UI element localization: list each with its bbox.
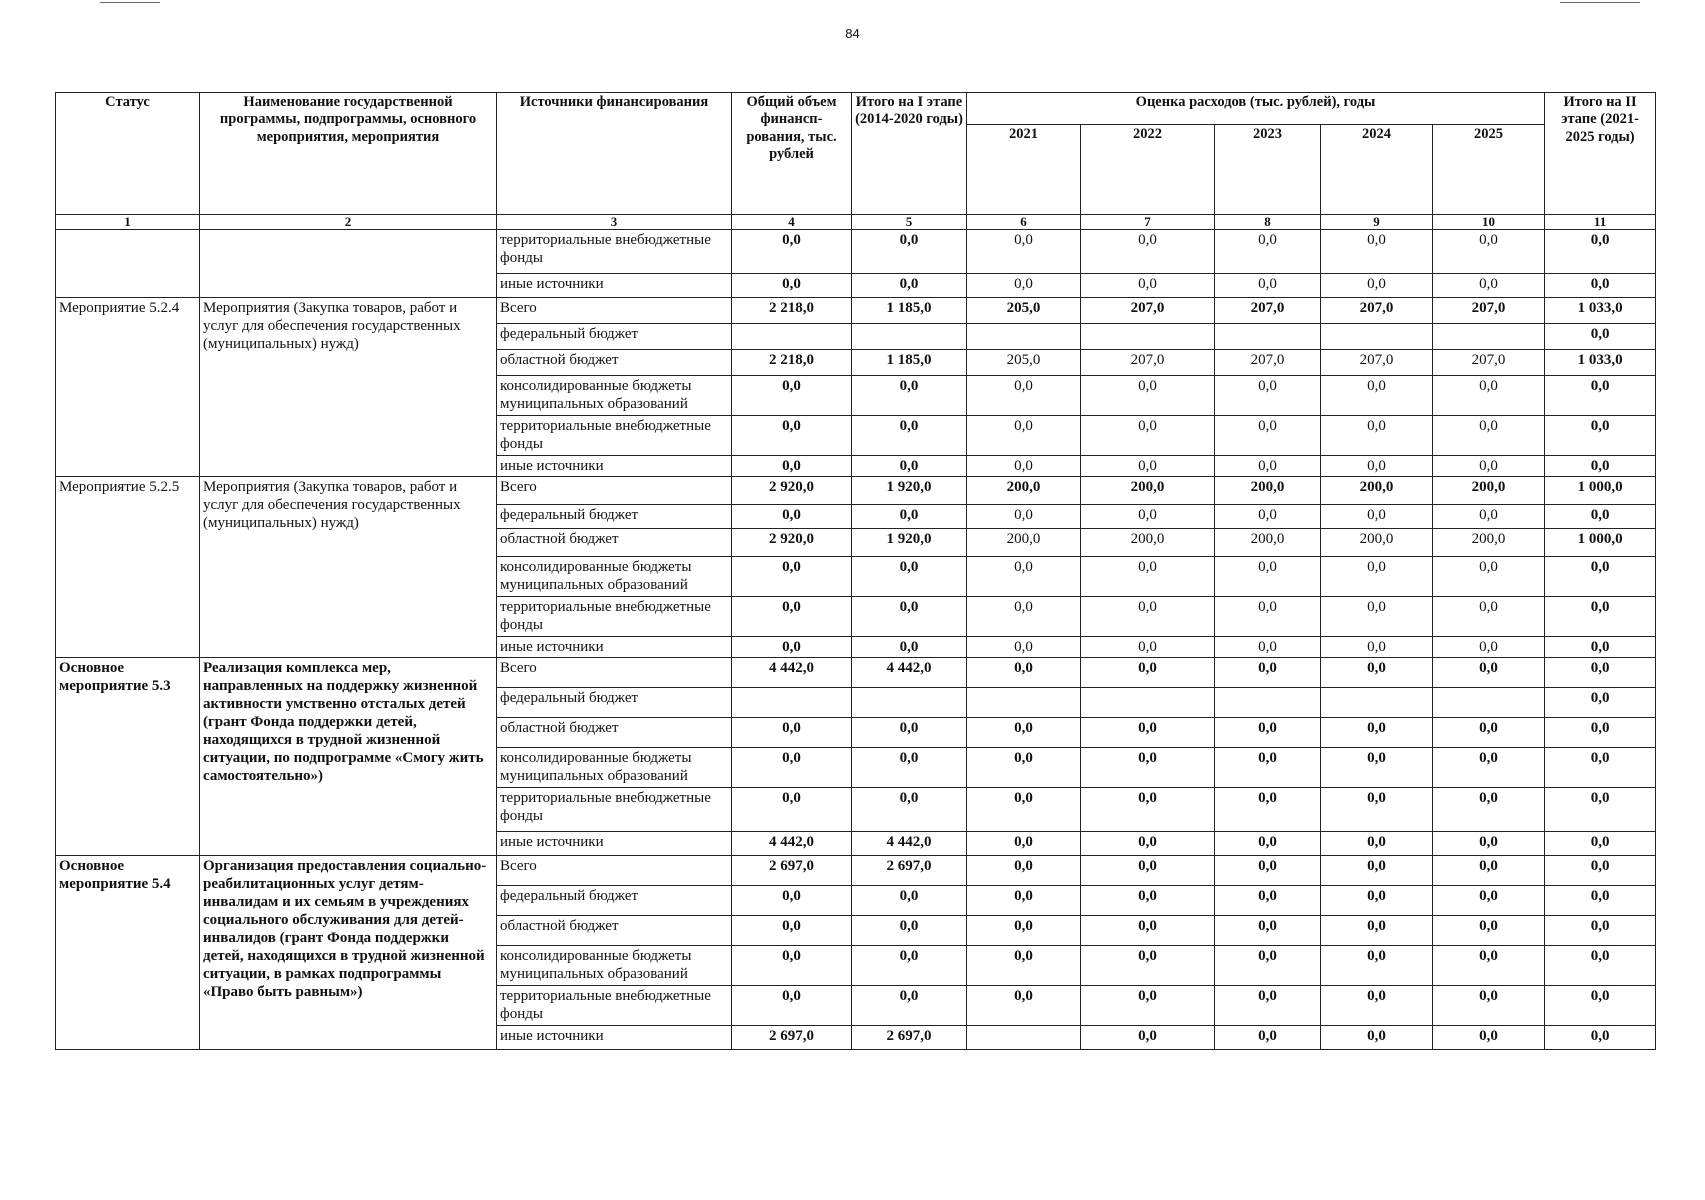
value-cell: 0,0 (852, 376, 967, 416)
value-cell: 0,0 (1081, 1026, 1215, 1050)
value-cell: 200,0 (967, 477, 1081, 505)
value-cell: 0,0 (732, 597, 852, 637)
value-cell: 0,0 (1321, 597, 1433, 637)
value-cell: 0,0 (967, 946, 1081, 986)
column-number: 7 (1081, 215, 1215, 230)
source-label-cell: областной бюджет (497, 718, 732, 748)
value-cell: 0,0 (1081, 788, 1215, 832)
header-year: 2025 (1433, 125, 1545, 215)
table-row (56, 298, 1656, 324)
value-cell (1215, 324, 1321, 350)
value-cell: 0,0 (1545, 505, 1656, 529)
program-name-cell: Мероприятия (Закупка товаров, работ и услуг для обеспечения государственных (муниципальных) нужд) (200, 298, 497, 477)
value-cell: 200,0 (1215, 529, 1321, 557)
value-cell: 0,0 (1545, 916, 1656, 946)
value-cell: 0,0 (967, 505, 1081, 529)
value-cell: 0,0 (1215, 986, 1321, 1026)
value-cell: 0,0 (1433, 1026, 1545, 1050)
value-cell: 200,0 (1081, 529, 1215, 557)
source-label-cell: территориальные внебюджетные фонды (497, 416, 732, 456)
value-cell (852, 324, 967, 350)
value-cell: 0,0 (1321, 230, 1433, 274)
value-cell: 0,0 (1081, 856, 1215, 886)
value-cell: 200,0 (1215, 477, 1321, 505)
value-cell: 0,0 (1321, 416, 1433, 456)
value-cell: 0,0 (967, 748, 1081, 788)
value-cell: 0,0 (1215, 274, 1321, 298)
value-cell: 1 920,0 (852, 529, 967, 557)
value-cell: 200,0 (1433, 477, 1545, 505)
value-cell: 0,0 (1215, 637, 1321, 658)
value-cell: 207,0 (1433, 298, 1545, 324)
value-cell: 0,0 (1545, 416, 1656, 456)
value-cell: 2 218,0 (732, 350, 852, 376)
value-cell: 207,0 (1215, 350, 1321, 376)
value-cell: 0,0 (852, 230, 967, 274)
value-cell: 0,0 (1545, 832, 1656, 856)
column-number: 1 (56, 215, 200, 230)
source-label-cell: федеральный бюджет (497, 324, 732, 350)
value-cell: 0,0 (1545, 324, 1656, 350)
value-cell: 0,0 (967, 274, 1081, 298)
column-number: 5 (852, 215, 967, 230)
column-number: 3 (497, 215, 732, 230)
value-cell: 0,0 (1321, 1026, 1433, 1050)
value-cell: 0,0 (1545, 788, 1656, 832)
header-stage1: Итого на I этапе (2014-2020 годы) (852, 93, 967, 215)
value-cell: 0,0 (852, 456, 967, 477)
value-cell: 0,0 (1433, 416, 1545, 456)
value-cell: 0,0 (1321, 376, 1433, 416)
value-cell: 0,0 (732, 718, 852, 748)
header-total: Общий объем финансп-рования, тыс. рублей (732, 93, 852, 215)
value-cell: 0,0 (1433, 856, 1545, 886)
value-cell: 0,0 (852, 274, 967, 298)
value-cell: 0,0 (1215, 658, 1321, 688)
value-cell: 0,0 (967, 658, 1081, 688)
value-cell: 0,0 (967, 718, 1081, 748)
value-cell: 0,0 (1215, 856, 1321, 886)
status-cell (56, 230, 200, 298)
value-cell: 0,0 (1081, 832, 1215, 856)
value-cell: 0,0 (1433, 505, 1545, 529)
value-cell: 0,0 (1433, 718, 1545, 748)
table-row (56, 230, 1656, 274)
value-cell: 0,0 (1215, 1026, 1321, 1050)
value-cell: 0,0 (732, 916, 852, 946)
status-cell: Основное мероприятие 5.4 (56, 856, 200, 1050)
scan-edge-mark-left (100, 2, 160, 3)
value-cell: 0,0 (967, 597, 1081, 637)
scan-edge-mark-right (1560, 2, 1640, 3)
source-label-cell: федеральный бюджет (497, 505, 732, 529)
value-cell: 1 033,0 (1545, 298, 1656, 324)
value-cell: 0,0 (732, 986, 852, 1026)
value-cell: 0,0 (1215, 597, 1321, 637)
value-cell: 207,0 (1215, 298, 1321, 324)
source-label-cell: Всего (497, 856, 732, 886)
value-cell: 0,0 (1321, 832, 1433, 856)
value-cell (1321, 688, 1433, 718)
value-cell: 200,0 (1321, 477, 1433, 505)
value-cell: 0,0 (852, 416, 967, 456)
source-label-cell: иные источники (497, 456, 732, 477)
value-cell: 200,0 (1321, 529, 1433, 557)
value-cell: 0,0 (967, 856, 1081, 886)
value-cell: 0,0 (1081, 637, 1215, 658)
status-cell: Основное мероприятие 5.3 (56, 658, 200, 856)
value-cell: 0,0 (1433, 886, 1545, 916)
value-cell: 207,0 (1321, 298, 1433, 324)
source-label-cell: иные источники (497, 1026, 732, 1050)
header-year: 2024 (1321, 125, 1433, 215)
value-cell: 4 442,0 (852, 832, 967, 856)
source-label-cell: консолидированные бюджеты муниципальных образований (497, 557, 732, 597)
value-cell: 0,0 (1215, 557, 1321, 597)
value-cell: 0,0 (732, 946, 852, 986)
value-cell: 0,0 (1081, 230, 1215, 274)
value-cell: 0,0 (1545, 986, 1656, 1026)
value-cell: 0,0 (1433, 230, 1545, 274)
value-cell: 0,0 (1433, 637, 1545, 658)
value-cell: 0,0 (852, 597, 967, 637)
value-cell: 4 442,0 (852, 658, 967, 688)
value-cell: 0,0 (732, 886, 852, 916)
value-cell: 0,0 (1545, 886, 1656, 916)
value-cell: 0,0 (1545, 946, 1656, 986)
value-cell (967, 688, 1081, 718)
program-name-cell (200, 230, 497, 298)
value-cell: 2 920,0 (732, 477, 852, 505)
value-cell: 0,0 (1433, 597, 1545, 637)
value-cell: 0,0 (1321, 718, 1433, 748)
value-cell: 200,0 (1081, 477, 1215, 505)
header-sources: Источники финансирования (497, 93, 732, 215)
value-cell: 0,0 (967, 916, 1081, 946)
value-cell: 0,0 (732, 505, 852, 529)
value-cell: 200,0 (967, 529, 1081, 557)
value-cell: 0,0 (1215, 230, 1321, 274)
source-label-cell: территориальные внебюджетные фонды (497, 986, 732, 1026)
page-number: 84 (845, 26, 860, 41)
value-cell: 1 000,0 (1545, 529, 1656, 557)
column-number: 10 (1433, 215, 1545, 230)
header-status: Статус (56, 93, 200, 215)
value-cell: 0,0 (1321, 916, 1433, 946)
value-cell: 0,0 (1081, 916, 1215, 946)
program-name-cell: Мероприятия (Закупка товаров, работ и услуг для обеспечения государственных (муниципальных) нужд) (200, 477, 497, 658)
program-name-cell: Реализация комплекса мер, направленных на поддержку жизненной активности умственно отсталых детей (грант Фонда поддержки детей, находящихся в трудной жизненной ситуации, по подпрограмме «Смогу жить самостоятельно») (200, 658, 497, 856)
value-cell: 0,0 (1081, 416, 1215, 456)
value-cell: 0,0 (1215, 748, 1321, 788)
column-number-row (56, 215, 1656, 230)
value-cell: 0,0 (1215, 788, 1321, 832)
value-cell: 0,0 (1321, 788, 1433, 832)
header-year: 2023 (1215, 125, 1321, 215)
source-label-cell: территориальные внебюджетные фонды (497, 788, 732, 832)
source-label-cell: консолидированные бюджеты муниципальных образований (497, 946, 732, 986)
value-cell: 0,0 (1215, 886, 1321, 916)
value-cell: 2 697,0 (852, 856, 967, 886)
value-cell: 2 920,0 (732, 529, 852, 557)
source-label-cell: Всего (497, 477, 732, 505)
value-cell: 0,0 (732, 456, 852, 477)
value-cell: 207,0 (1321, 350, 1433, 376)
value-cell: 0,0 (1081, 986, 1215, 1026)
header-name: Наименование государственной программы, подпрограммы, основного мероприятия, мероприятия (200, 93, 497, 215)
value-cell: 0,0 (1321, 456, 1433, 477)
value-cell: 0,0 (967, 557, 1081, 597)
value-cell: 0,0 (1081, 557, 1215, 597)
value-cell: 0,0 (1545, 230, 1656, 274)
value-cell: 0,0 (732, 637, 852, 658)
value-cell: 2 697,0 (852, 1026, 967, 1050)
value-cell: 0,0 (1215, 946, 1321, 986)
value-cell (967, 324, 1081, 350)
value-cell: 0,0 (1545, 688, 1656, 718)
source-label-cell: иные источники (497, 274, 732, 298)
value-cell: 207,0 (1433, 350, 1545, 376)
value-cell: 4 442,0 (732, 658, 852, 688)
value-cell: 0,0 (1433, 788, 1545, 832)
source-label-cell: Всего (497, 298, 732, 324)
value-cell (732, 324, 852, 350)
value-cell: 0,0 (1433, 832, 1545, 856)
value-cell: 0,0 (1545, 1026, 1656, 1050)
value-cell: 4 442,0 (732, 832, 852, 856)
value-cell: 0,0 (1081, 886, 1215, 916)
source-label-cell: консолидированные бюджеты муниципальных образований (497, 748, 732, 788)
value-cell: 207,0 (1081, 298, 1215, 324)
value-cell: 0,0 (852, 557, 967, 597)
value-cell: 0,0 (1545, 718, 1656, 748)
value-cell: 0,0 (1321, 748, 1433, 788)
value-cell: 0,0 (852, 637, 967, 658)
value-cell: 1 185,0 (852, 350, 967, 376)
header-year: 2021 (967, 125, 1081, 215)
source-label-cell: территориальные внебюджетные фонды (497, 597, 732, 637)
value-cell: 0,0 (967, 832, 1081, 856)
value-cell: 0,0 (1433, 376, 1545, 416)
value-cell: 0,0 (732, 416, 852, 456)
table-row (56, 477, 1656, 505)
column-number: 2 (200, 215, 497, 230)
value-cell: 0,0 (732, 748, 852, 788)
value-cell: 1 033,0 (1545, 350, 1656, 376)
column-number: 8 (1215, 215, 1321, 230)
value-cell: 1 185,0 (852, 298, 967, 324)
value-cell: 0,0 (1321, 557, 1433, 597)
source-label-cell: федеральный бюджет (497, 688, 732, 718)
value-cell: 0,0 (732, 788, 852, 832)
value-cell (1433, 324, 1545, 350)
value-cell: 0,0 (1321, 637, 1433, 658)
value-cell: 0,0 (1321, 505, 1433, 529)
value-cell: 207,0 (1081, 350, 1215, 376)
value-cell: 0,0 (852, 788, 967, 832)
source-label-cell: областной бюджет (497, 529, 732, 557)
value-cell: 0,0 (1321, 658, 1433, 688)
value-cell: 0,0 (1433, 274, 1545, 298)
value-cell: 0,0 (1433, 946, 1545, 986)
value-cell: 1 000,0 (1545, 477, 1656, 505)
table-row (56, 856, 1656, 886)
value-cell: 0,0 (1545, 748, 1656, 788)
value-cell: 0,0 (1321, 856, 1433, 886)
value-cell: 0,0 (1215, 416, 1321, 456)
value-cell: 205,0 (967, 350, 1081, 376)
header-stage2: Итого на II этапе (2021-2025 годы) (1545, 93, 1656, 215)
value-cell: 2 697,0 (732, 856, 852, 886)
value-cell (1433, 688, 1545, 718)
value-cell: 0,0 (1081, 505, 1215, 529)
value-cell: 0,0 (967, 886, 1081, 916)
value-cell: 0,0 (1433, 916, 1545, 946)
column-number: 9 (1321, 215, 1433, 230)
column-number: 4 (732, 215, 852, 230)
value-cell: 0,0 (1321, 886, 1433, 916)
value-cell (1321, 324, 1433, 350)
source-label-cell: Всего (497, 658, 732, 688)
source-label-cell: иные источники (497, 637, 732, 658)
value-cell: 0,0 (967, 456, 1081, 477)
value-cell: 0,0 (967, 986, 1081, 1026)
header-year: 2022 (1081, 125, 1215, 215)
program-name-cell: Организация предоставления социально-реабилитационных услуг детям-инвалидам и их семьям в учреждениях социального обслуживания для детей-инвалидов (грант Фонда поддержки детей, находящихся в трудной жизненной ситуации, в рамках подпрограммы «Право быть равным») (200, 856, 497, 1050)
value-cell: 0,0 (1215, 376, 1321, 416)
value-cell: 0,0 (1215, 505, 1321, 529)
value-cell: 0,0 (852, 886, 967, 916)
value-cell: 0,0 (1081, 456, 1215, 477)
value-cell: 0,0 (852, 946, 967, 986)
value-cell: 0,0 (967, 788, 1081, 832)
value-cell: 0,0 (1545, 274, 1656, 298)
value-cell: 0,0 (1545, 557, 1656, 597)
value-cell: 200,0 (1433, 529, 1545, 557)
value-cell: 0,0 (967, 376, 1081, 416)
table-body (56, 215, 1656, 1050)
financing-table-container (55, 92, 1655, 1050)
value-cell: 1 920,0 (852, 477, 967, 505)
status-cell: Мероприятие 5.2.5 (56, 477, 200, 658)
value-cell: 0,0 (732, 557, 852, 597)
financing-table (55, 92, 1656, 1050)
value-cell: 0,0 (1081, 376, 1215, 416)
value-cell: 0,0 (1545, 376, 1656, 416)
status-cell: Мероприятие 5.2.4 (56, 298, 200, 477)
source-label-cell: областной бюджет (497, 916, 732, 946)
value-cell: 0,0 (1545, 658, 1656, 688)
value-cell: 0,0 (1081, 748, 1215, 788)
value-cell (1215, 688, 1321, 718)
value-cell: 0,0 (852, 505, 967, 529)
value-cell: 0,0 (1433, 557, 1545, 597)
value-cell: 0,0 (1081, 718, 1215, 748)
source-label-cell: консолидированные бюджеты муниципальных образований (497, 376, 732, 416)
value-cell: 0,0 (1081, 274, 1215, 298)
value-cell: 0,0 (1081, 597, 1215, 637)
value-cell: 0,0 (1545, 637, 1656, 658)
value-cell: 0,0 (1215, 718, 1321, 748)
source-label-cell: федеральный бюджет (497, 886, 732, 916)
value-cell: 0,0 (1321, 946, 1433, 986)
value-cell: 0,0 (967, 416, 1081, 456)
table-row (56, 658, 1656, 688)
header-estimate: Оценка расходов (тыс. рублей), годы (967, 93, 1545, 125)
value-cell: 0,0 (1215, 832, 1321, 856)
value-cell: 0,0 (852, 748, 967, 788)
value-cell: 0,0 (1433, 658, 1545, 688)
column-number: 6 (967, 215, 1081, 230)
value-cell: 0,0 (1321, 986, 1433, 1026)
value-cell: 0,0 (1433, 986, 1545, 1026)
value-cell (732, 688, 852, 718)
value-cell: 0,0 (1545, 597, 1656, 637)
source-label-cell: областной бюджет (497, 350, 732, 376)
value-cell: 0,0 (732, 230, 852, 274)
value-cell (1081, 688, 1215, 718)
value-cell: 2 697,0 (732, 1026, 852, 1050)
value-cell: 0,0 (1545, 456, 1656, 477)
value-cell: 0,0 (1545, 856, 1656, 886)
value-cell: 0,0 (1433, 748, 1545, 788)
value-cell: 0,0 (1321, 274, 1433, 298)
value-cell: 0,0 (852, 718, 967, 748)
value-cell: 0,0 (1081, 946, 1215, 986)
value-cell: 0,0 (1081, 658, 1215, 688)
source-label-cell: иные источники (497, 832, 732, 856)
value-cell: 0,0 (1433, 456, 1545, 477)
value-cell (852, 688, 967, 718)
value-cell (967, 1026, 1081, 1050)
value-cell: 0,0 (1215, 916, 1321, 946)
value-cell: 0,0 (967, 230, 1081, 274)
value-cell: 0,0 (732, 376, 852, 416)
value-cell: 0,0 (852, 986, 967, 1026)
value-cell: 205,0 (967, 298, 1081, 324)
source-label-cell: территориальные внебюджетные фонды (497, 230, 732, 274)
value-cell: 0,0 (732, 274, 852, 298)
value-cell: 0,0 (967, 637, 1081, 658)
value-cell: 0,0 (1215, 456, 1321, 477)
value-cell: 2 218,0 (732, 298, 852, 324)
value-cell (1081, 324, 1215, 350)
column-number: 11 (1545, 215, 1656, 230)
value-cell: 0,0 (852, 916, 967, 946)
